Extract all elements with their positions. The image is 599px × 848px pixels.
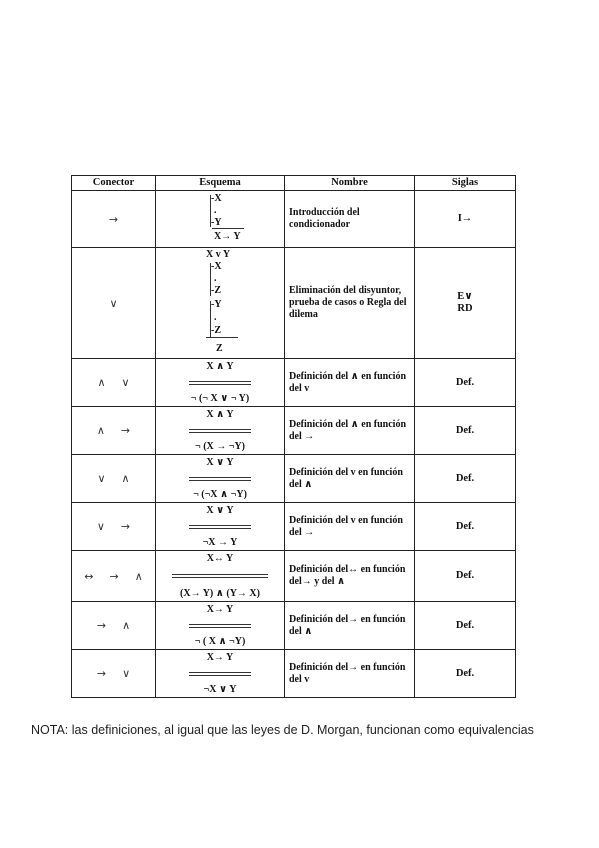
schema-top: X↔ Y <box>206 553 234 564</box>
conclusion: X→ Y <box>214 231 241 242</box>
schema-top: X→ Y <box>206 604 234 615</box>
connector-cell: ∨ → <box>72 503 156 551</box>
proof-line: . <box>214 312 217 323</box>
premise: X v Y <box>206 249 231 260</box>
table-row <box>72 191 516 248</box>
table-row <box>72 650 516 698</box>
rule-name: Introducción del condicionador <box>285 191 415 248</box>
rule-siglas: Def. <box>415 359 516 407</box>
rule-siglas: Def. <box>415 602 516 650</box>
rule-name: Definición del v en función del → <box>285 503 415 551</box>
schema-cell <box>156 551 285 602</box>
siglas-line: RD <box>457 303 473 314</box>
rules-table <box>71 175 516 698</box>
schema-cell <box>156 503 285 551</box>
schema-cell <box>156 650 285 698</box>
schema-top: X ∧ Y <box>206 361 234 372</box>
table-row <box>72 503 516 551</box>
table-row <box>72 455 516 503</box>
schema-bottom: ¬X ∨ Y <box>203 684 237 695</box>
equivalence-bar <box>189 624 251 628</box>
proof-line: Z <box>214 325 222 336</box>
table-row <box>72 407 516 455</box>
proof-line: X <box>214 261 222 272</box>
table-header-row <box>72 176 516 191</box>
connector-cell: ↔ → ∧ <box>72 551 156 602</box>
connector-cell: → ∨ <box>72 650 156 698</box>
schema-cell <box>156 407 285 455</box>
rule-name: Definición del ∧ en función del v <box>285 359 415 407</box>
subproof-end-line <box>206 337 238 338</box>
schema-bottom: ¬ (X → ¬Y) <box>195 441 245 452</box>
header-siglas: Siglas <box>415 176 516 191</box>
rule-siglas: Def. <box>415 551 516 602</box>
siglas-line: E∨ <box>457 291 473 302</box>
rule-siglas: Def. <box>415 407 516 455</box>
schema-cell <box>156 359 285 407</box>
equivalence-bar <box>189 672 251 676</box>
footnote: NOTA: las definiciones, al igual que las leyes de D. Morgan, funcionan como equivalencias <box>31 723 534 737</box>
connector-cell: ∧ ∨ <box>72 359 156 407</box>
equivalence-bar <box>189 381 251 385</box>
equivalence-bar <box>189 525 251 529</box>
proof-line: Z <box>214 285 222 296</box>
connector-cell: → <box>72 191 156 248</box>
rule-name: Definición del ∧ en función del → <box>285 407 415 455</box>
rule-siglas: Def. <box>415 503 516 551</box>
header-nombre: Nombre <box>285 176 415 191</box>
table-row <box>72 248 516 359</box>
schema-cell <box>156 455 285 503</box>
connector-cell: ∨ <box>72 248 156 359</box>
conclusion: Z <box>216 343 223 354</box>
schema-cell: X v Y -X . -Z -Y . -Z Z <box>156 248 285 359</box>
rule-name: Definición del→ en función del v <box>285 650 415 698</box>
header-conector: Conector <box>72 176 156 191</box>
proof-line: X <box>214 193 222 204</box>
schema-top: X ∨ Y <box>206 505 234 516</box>
schema-bottom: ¬X → Y <box>202 537 238 548</box>
schema-bottom: ¬ (¬ X ∨ ¬ Y) <box>190 393 250 404</box>
rule-siglas: Def. <box>415 650 516 698</box>
rule-name: Definición del→ en función del ∧ <box>285 602 415 650</box>
connector-cell: → ∧ <box>72 602 156 650</box>
schema-top: X→ Y <box>206 652 234 663</box>
equivalence-bar <box>189 429 251 433</box>
schema-bottom: ¬ (¬X ∧ ¬Y) <box>193 489 247 500</box>
table-row <box>72 359 516 407</box>
rule-name: Definición del v en función del ∧ <box>285 455 415 503</box>
schema-bottom: (X→ Y) ∧ (Y→ X) <box>180 588 260 599</box>
connector-cell: ∨ ∧ <box>72 455 156 503</box>
schema-cell: -X . -Y X→ Y <box>156 191 285 248</box>
proof-line: Y <box>214 299 222 310</box>
subproof-end-line <box>212 228 244 229</box>
rule-siglas: I→ <box>415 191 516 248</box>
equivalence-bar <box>189 477 251 481</box>
table-row <box>72 602 516 650</box>
proof-line: Y <box>214 217 222 228</box>
rule-siglas <box>415 248 516 359</box>
schema-cell <box>156 602 285 650</box>
schema-bottom: ¬ ( X ∧ ¬Y) <box>194 636 246 647</box>
proof-line: . <box>214 205 217 216</box>
connector-cell: ∧ → <box>72 407 156 455</box>
equivalence-bar <box>172 574 268 578</box>
proof-line: . <box>214 273 217 284</box>
schema-top: X ∨ Y <box>206 457 234 468</box>
rule-name: Definición del↔ en función del→ y del ∧ <box>285 551 415 602</box>
table-row <box>72 551 516 602</box>
rule-name: Eliminación del disyuntor, prueba de casos o Regla del dilema <box>285 248 415 359</box>
schema-top: X ∧ Y <box>206 409 234 420</box>
rule-siglas: Def. <box>415 455 516 503</box>
header-esquema: Esquema <box>156 176 285 191</box>
